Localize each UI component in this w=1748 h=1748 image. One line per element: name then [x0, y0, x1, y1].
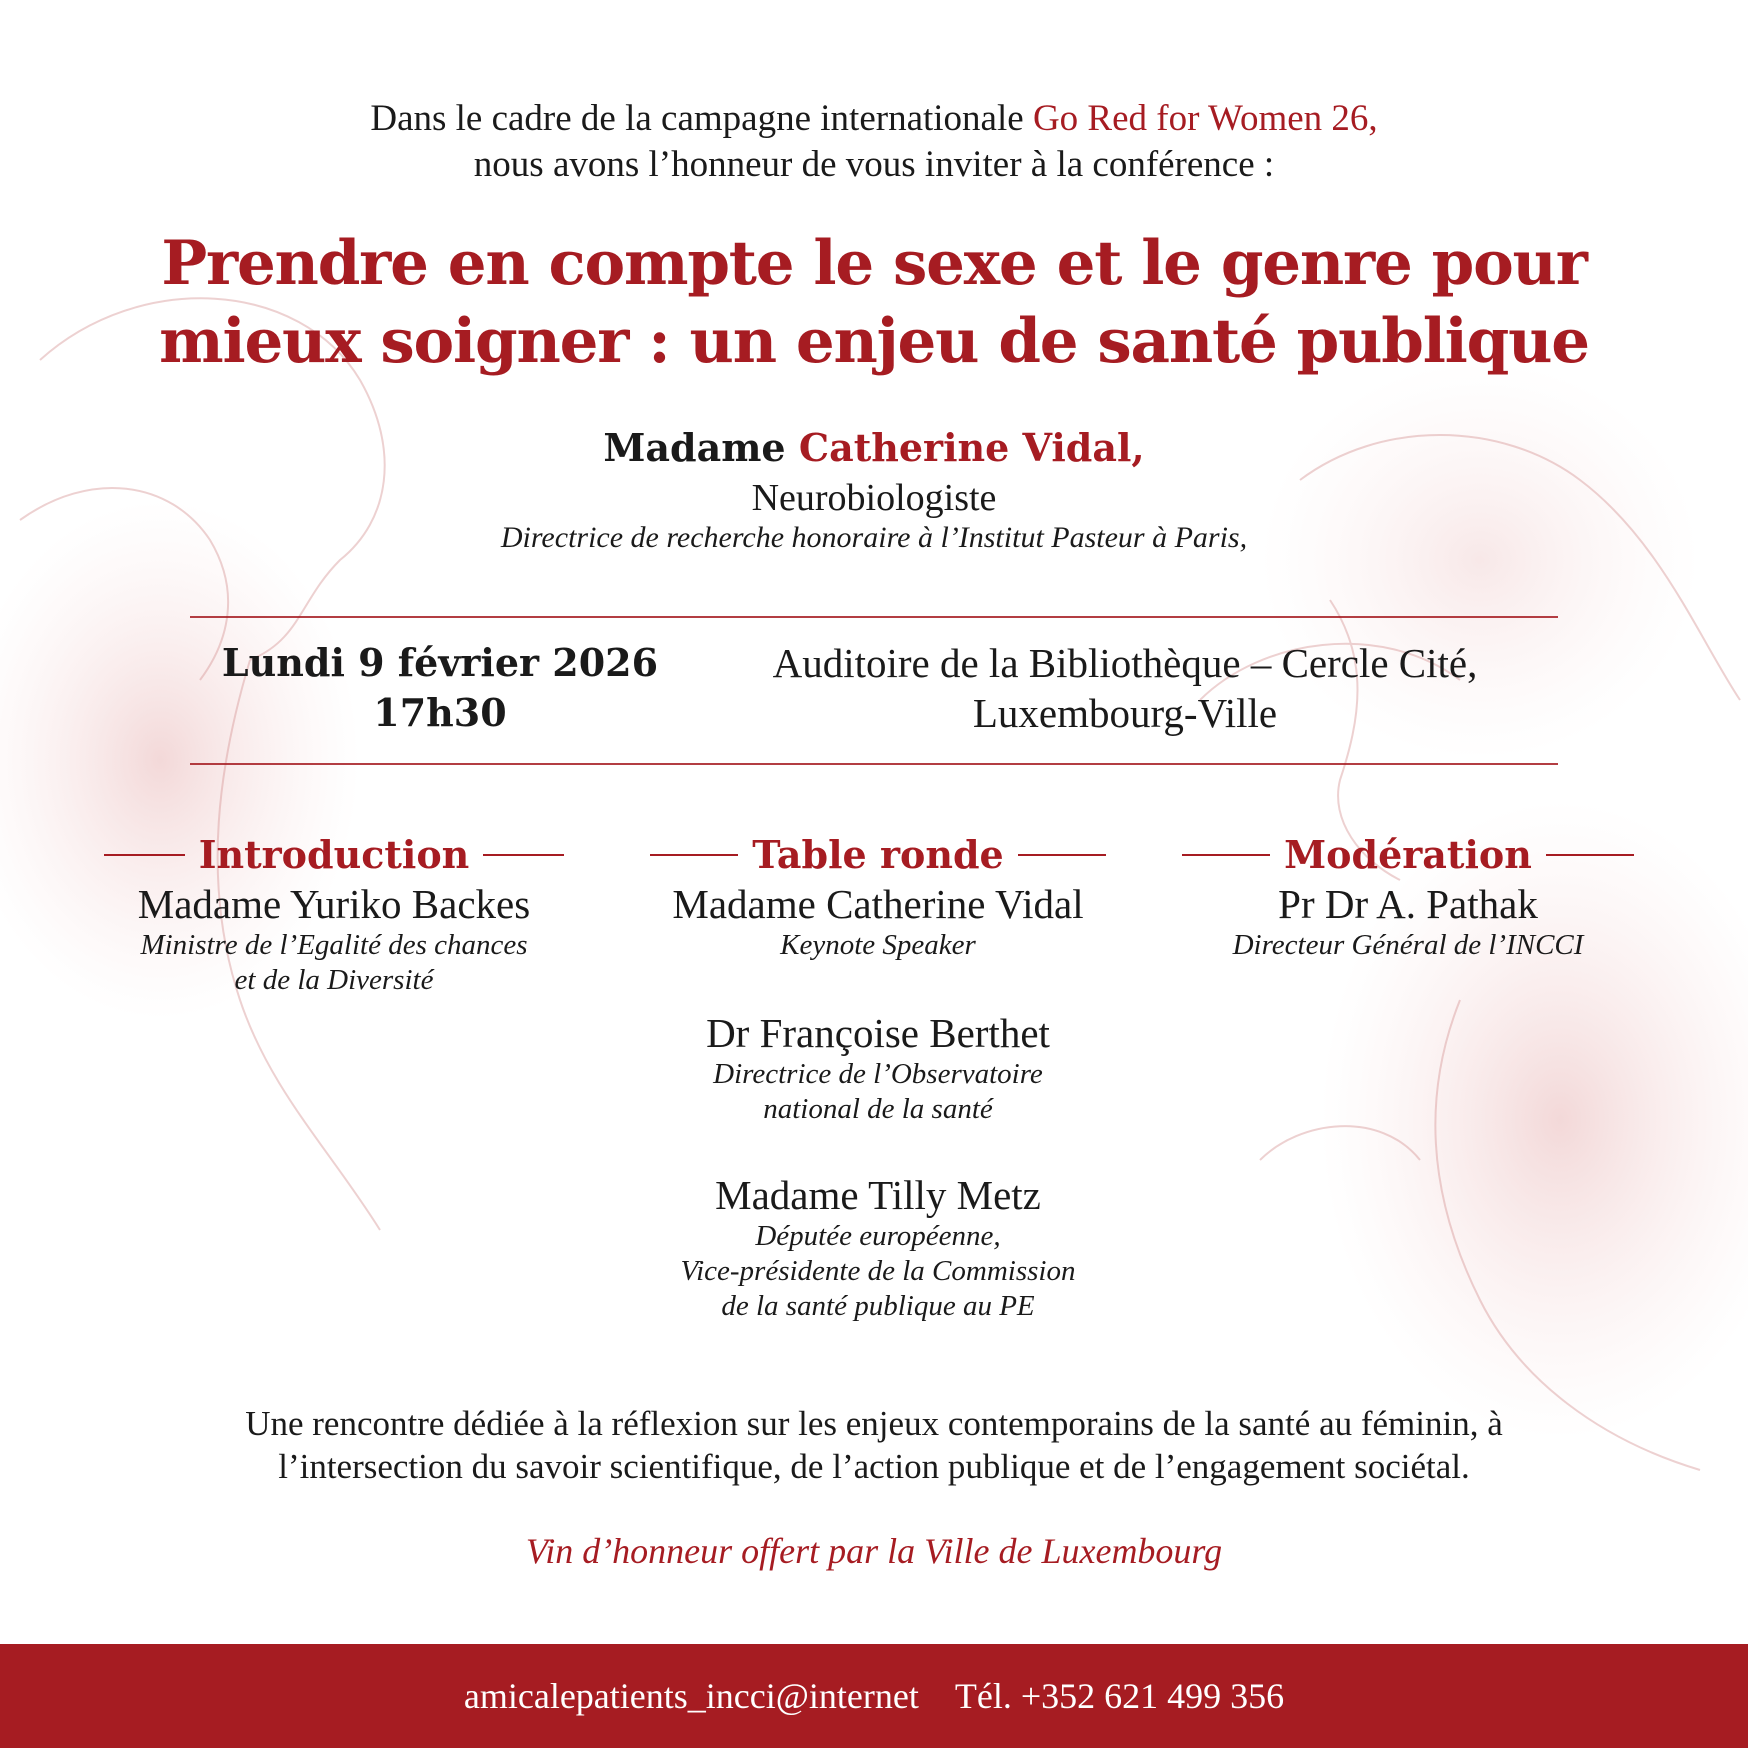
heading-introduction: Introduction [198, 832, 470, 877]
column-heading [1178, 830, 1638, 880]
participant-name: Madame Tilly Metz [715, 1172, 1041, 1218]
participant-title: Keynote Speaker [780, 929, 976, 961]
closing-paragraph [0, 1402, 1748, 1488]
heading-rule-left [650, 854, 738, 856]
column-table-ronde [648, 830, 1108, 1364]
participant-title: Ministre de l’Egalité des chances [140, 929, 528, 961]
participant-name: Madame Catherine Vidal [672, 881, 1084, 927]
title-line2: mieux soigner : un enjeu de santé publique [159, 306, 1589, 377]
column-heading [104, 830, 564, 880]
event-date-text: Lundi 9 février 2026 [221, 640, 659, 685]
title-line1: Prendre en compte le sexe et le genre pour [161, 228, 1587, 299]
column-heading [648, 830, 1108, 880]
contact-email[interactable]: amicalepatients_incci@internet [463, 1676, 919, 1716]
intro-line1-prefix: Dans le cadre de la campagne internationale [370, 98, 1033, 139]
contact-phone[interactable]: Tél. +352 621 499 356 [954, 1676, 1285, 1716]
participant-name: Madame Yuriko Backes [137, 881, 531, 927]
speaker-role: Neurobiologiste [751, 477, 997, 519]
closing-line2: l’intersection du savoir scientifique, de l’action publique et de l’engagement sociétal. [278, 1447, 1470, 1486]
heading-rule-right [1546, 854, 1634, 856]
divider-bottom [190, 763, 1558, 765]
divider-top [190, 616, 1558, 618]
event-date [180, 638, 700, 738]
participant-title: national de la santé [763, 1093, 993, 1125]
participant-title: Vice-présidente de la Commission [680, 1255, 1076, 1287]
participant-title: de la santé publique au PE [721, 1290, 1035, 1322]
column-moderation [1178, 830, 1638, 1003]
participant [648, 1009, 1108, 1127]
participant-name: Pr Dr A. Pathak [1278, 881, 1538, 927]
participant-title: Députée européenne, [755, 1220, 1001, 1252]
column-introduction [104, 830, 564, 1038]
venue-line1: Auditoire de la Bibliothèque – Cercle Cité, [772, 640, 1478, 686]
heading-moderation: Modération [1284, 832, 1532, 877]
heading-rule-left [1182, 854, 1270, 856]
speaker-affiliation: Directrice de recherche honoraire à l’Institut Pasteur à Paris, [500, 521, 1248, 554]
heading-table-ronde: Table ronde [752, 832, 1004, 877]
participant [648, 880, 1108, 963]
heading-rule-right [483, 854, 564, 856]
campaign-name: Go Red for Women 26, [1032, 98, 1378, 139]
conference-title [0, 225, 1748, 381]
participant-title: Directeur Général de l’INCCI [1232, 929, 1584, 961]
participant [104, 880, 564, 998]
event-time: 17h30 [373, 690, 507, 735]
participant [648, 1171, 1108, 1324]
event-venue [700, 638, 1550, 738]
intro-text [0, 96, 1748, 188]
heading-rule-left [104, 854, 185, 856]
participant-title: et de la Diversité [234, 964, 434, 996]
intro-line2: nous avons l’honneur de vous inviter à la conférence : [473, 144, 1275, 185]
participant [1178, 880, 1638, 963]
contact-footer [0, 1644, 1748, 1748]
keynote-speaker [0, 424, 1748, 556]
venue-line2: Luxembourg-Ville [972, 690, 1278, 736]
reception-note: Vin d’honneur offert par la Ville de Luxembourg [525, 1531, 1223, 1571]
closing-line1: Une rencontre dédiée à la réflexion sur les enjeux contemporains de la santé au féminin, à [245, 1404, 1503, 1443]
participant-title: Directrice de l’Observatoire [713, 1058, 1043, 1090]
participant-name: Dr Françoise Berthet [706, 1010, 1050, 1056]
speaker-name: Catherine Vidal, [798, 425, 1145, 470]
speaker-honorific: Madame [603, 425, 799, 470]
heading-rule-right [1018, 854, 1106, 856]
